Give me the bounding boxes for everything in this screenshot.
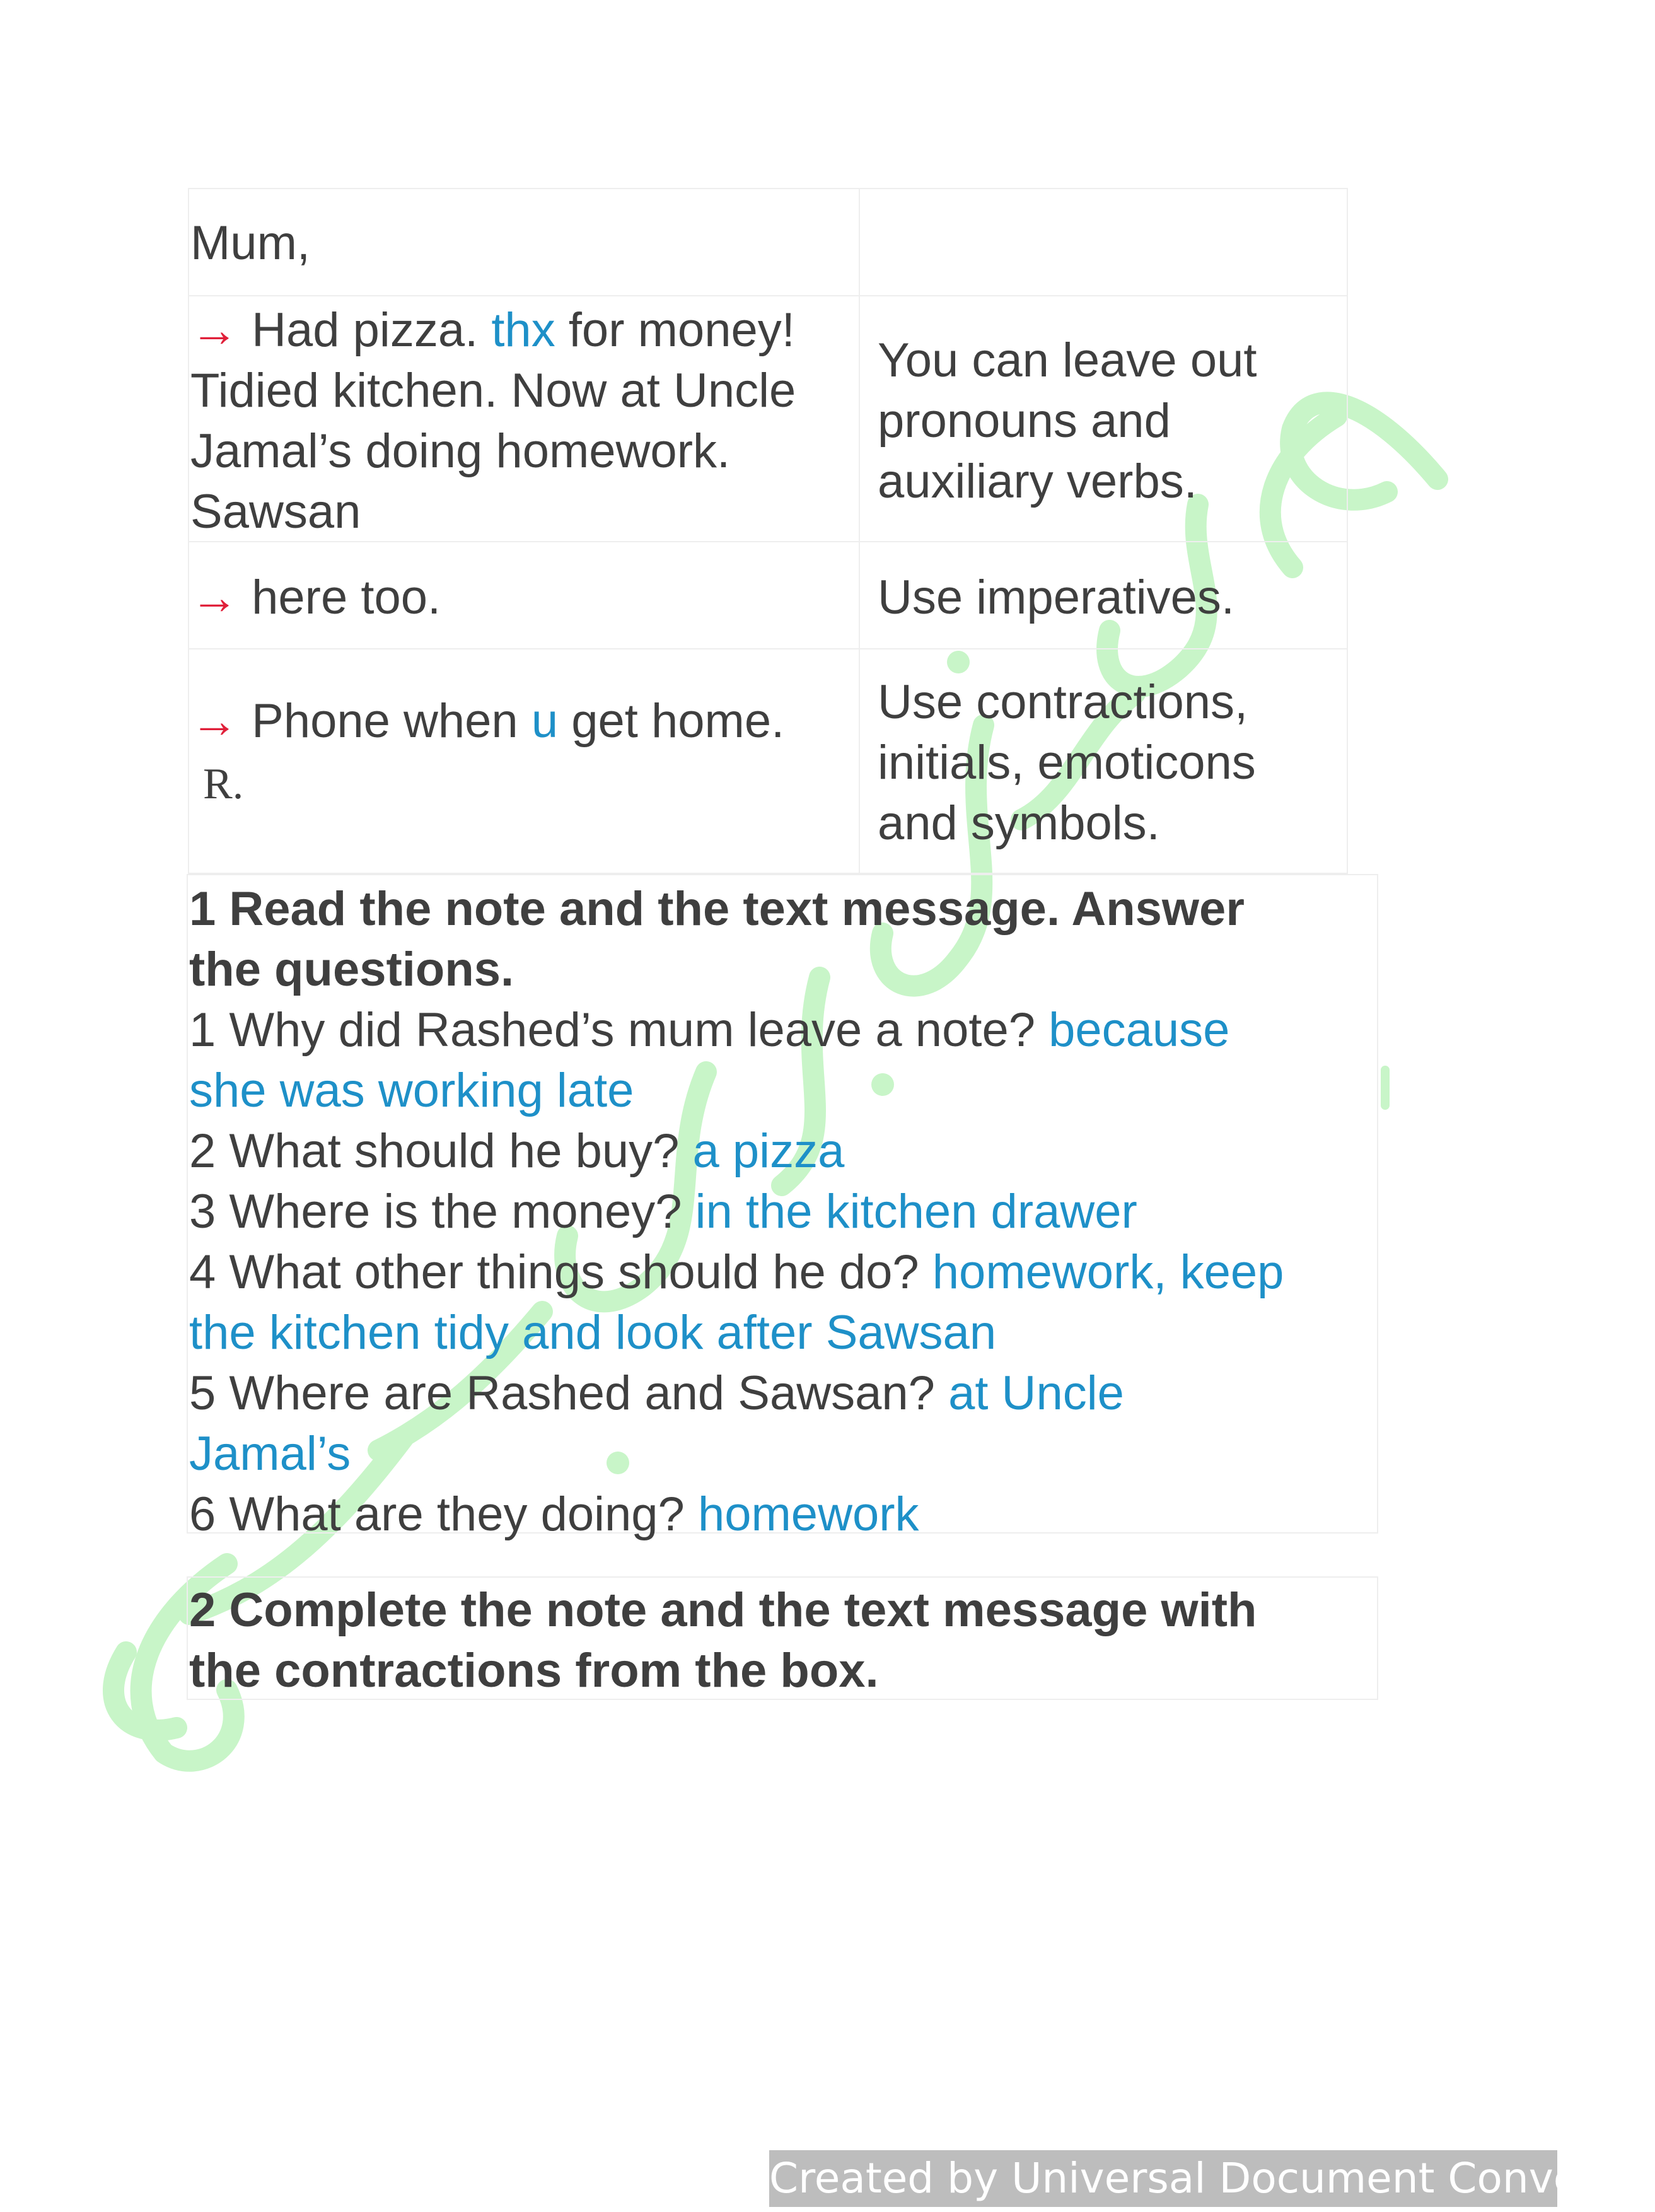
message-text: Phone when	[252, 694, 531, 748]
question-text: 2 What should he buy?	[189, 1124, 693, 1178]
answer-1-continued: she was working late	[189, 1064, 634, 1117]
tip-contractions-line-2: initials, emoticons	[878, 736, 1256, 789]
answer-5-continued: Jamal’s	[189, 1427, 351, 1481]
table-row-line	[188, 648, 1348, 649]
message-signature-sawsan: Sawsan	[190, 485, 361, 538]
question-1	[189, 1000, 1229, 1061]
answer-text: because	[1048, 1003, 1230, 1057]
message-here-too	[190, 568, 441, 628]
exercise-2-heading-line-2: the contractions from the box.	[189, 1644, 879, 1697]
question-3	[189, 1182, 1137, 1242]
exercise-1-heading-line-1: 1 Read the note and the text message. Answer	[189, 882, 1245, 936]
arrow-icon: →	[190, 303, 238, 357]
tip-contractions-line-3: and symbols.	[878, 796, 1160, 850]
tip-leave-out-line-3: auxiliary verbs.	[878, 455, 1197, 508]
exercise-1-heading-line-2: the questions.	[189, 943, 514, 996]
exercise-2-heading-line-1: 2 Complete the note and the text message with	[189, 1583, 1257, 1637]
converter-footer: Created by Universal Document Converter	[769, 2150, 1557, 2207]
table-row-line	[188, 295, 1348, 296]
question-text: 1 Why did Rashed’s mum leave a note?	[189, 1003, 1049, 1057]
question-text: 4 What other things should he do?	[189, 1245, 932, 1299]
message-text: for money!	[555, 303, 795, 357]
table-row-line	[188, 541, 1348, 542]
arrow-icon: →	[190, 694, 238, 748]
question-5	[189, 1363, 1124, 1424]
abbreviation-thx: thx	[491, 303, 555, 357]
tip-leave-out-line-1: You can leave out	[878, 334, 1257, 387]
question-4	[189, 1242, 1284, 1303]
question-2	[189, 1121, 844, 1182]
answer-text: a pizza	[692, 1124, 845, 1178]
message-signature-r: R.	[203, 760, 244, 808]
message-text: here too.	[252, 571, 441, 624]
question-text: 5 Where are Rashed and Sawsan?	[189, 1366, 949, 1420]
table-divider	[859, 188, 860, 874]
answer-text: in the kitchen drawer	[695, 1185, 1137, 1238]
message-line-1	[190, 300, 795, 361]
answer-text: homework, keep	[932, 1245, 1284, 1299]
question-6	[189, 1484, 919, 1545]
question-text: 3 Where is the money?	[189, 1185, 695, 1238]
message-phone	[190, 691, 784, 752]
message-line-3: Jamal’s doing homework.	[190, 424, 731, 478]
note-greeting: Mum,	[190, 216, 310, 270]
message-text: Had pizza.	[252, 303, 492, 357]
question-text: 6 What are they doing?	[189, 1487, 698, 1541]
abbreviation-u: u	[531, 694, 559, 748]
answer-text: at Uncle	[948, 1366, 1124, 1420]
answer-4-continued: the kitchen tidy and look after Sawsan	[189, 1306, 997, 1359]
tip-contractions-line-1: Use contractions,	[878, 675, 1248, 729]
message-text: get home.	[558, 694, 785, 748]
arrow-icon: →	[190, 571, 238, 624]
message-line-2: Tidied kitchen. Now at Uncle	[190, 364, 796, 417]
tip-imperatives: Use imperatives.	[878, 571, 1234, 624]
answer-text: homework	[697, 1487, 919, 1541]
tip-leave-out-line-2: pronouns and	[878, 394, 1171, 448]
